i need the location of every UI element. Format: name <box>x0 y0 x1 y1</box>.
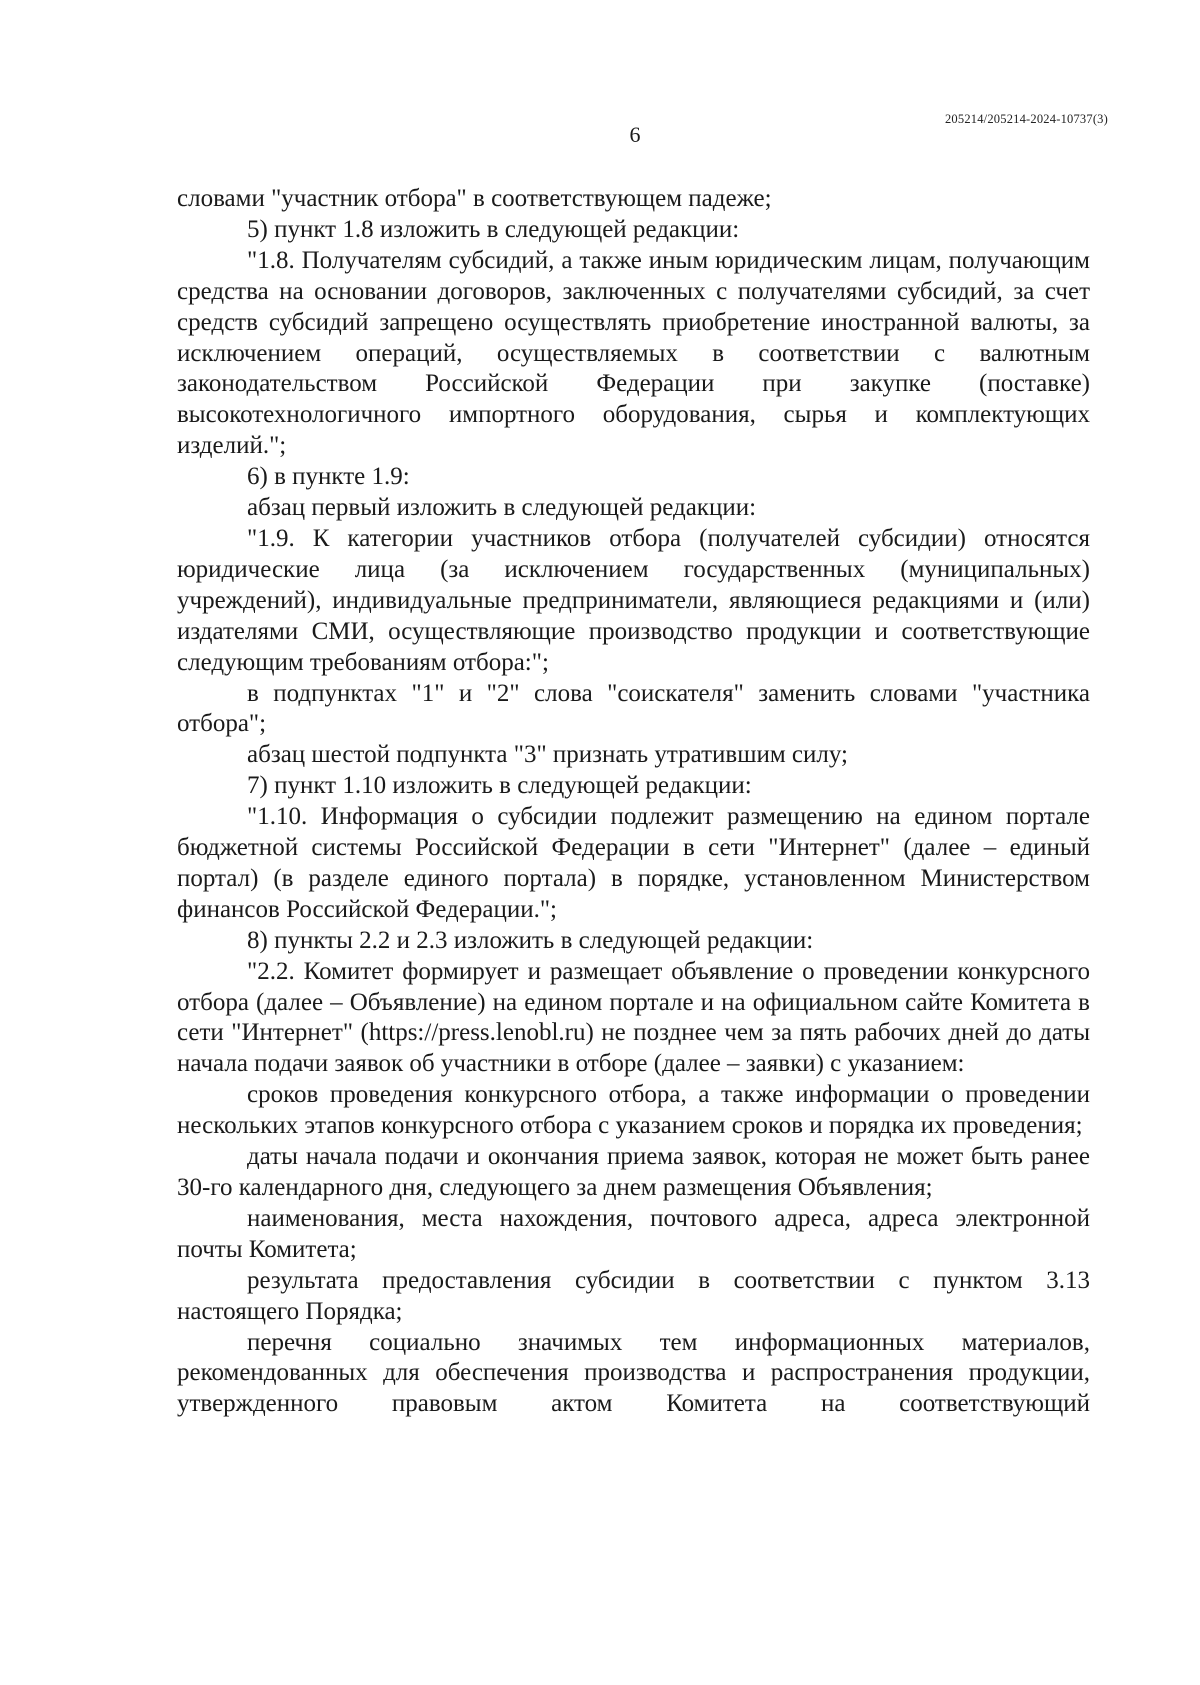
paragraph-clause-2-2: "2.2. Комитет формирует и размещает объявление о проведении конкурсного отбора (далее – Объявление) на едином портале и на официальном сайте Комитета в сети "Интернет" (https://press.lenobl.ru) не позднее чем за пять рабочих дней до даты начала подачи заявок об участники в отборе (далее – заявки) с указанием: <box>177 957 1090 1078</box>
paragraph-clause-1-10: "1.10. Информация о субсидии подлежит размещению на едином портале бюджетной системы Российской Федерации в сети "Интернет" (далее – единый портал) (в разделе единого портала) в порядке, установленном Министерством финансов Российской Федерации."; <box>177 803 1090 923</box>
paragraph-abzac-six: абзац шестой подпункта "3" признать утратившим силу; <box>247 741 848 769</box>
paragraph-clause-1-9: "1.9. К категории участников отбора (получателей субсидии) относятся юридические лица (за исключением государственных (муниципальных) учреждений), индивидуальные предприниматели, являющиеся редакциями и (или) издателями СМИ, осуществляющие производство продукции и соответствующие следующим требованиям отбора:"; <box>177 524 1090 676</box>
paragraph-dates: даты начала подачи и окончания приема заявок, которая не может быть ранее 30-го календарного дня, следующего за днем размещения Объявления; <box>177 1143 1090 1201</box>
document-body <box>177 184 1090 1420</box>
paragraph-names: наименования, места нахождения, почтового адреса, адреса электронной почты Комитета; <box>177 1204 1090 1263</box>
paragraph-item-8: 8) пункты 2.2 и 2.3 изложить в следующей редакции: <box>247 926 814 954</box>
paragraph-topics-list: перечня социально значимых тем информационных материалов, рекомендованных для обеспечения производства и распространения продукции, утвержденного правовым актом Комитета на соответствующий <box>177 1328 1090 1418</box>
paragraph-continuation: словами "участник отбора" в соответствующем падеже; <box>177 185 772 212</box>
paragraph-result: результата предоставления субсидии в соответствии с пунктом 3.13 настоящего Порядка; <box>177 1266 1090 1325</box>
paragraph-item-7: 7) пункт 1.10 изложить в следующей редакции: <box>247 772 752 800</box>
paragraph-deadlines: сроков проведения конкурсного отбора, а также информации о проведении нескольких этапов конкурсного отбора с указанием сроков и порядка их проведения; <box>177 1081 1090 1140</box>
paragraph-clause-1-8: "1.8. Получателям субсидий, а также иным юридическим лицам, получающим средства на основании договоров, заключенных с получателями субсидий, за счет средств субсидий запрещено осуществлять приобретение иностранной валюты, за исключением операций, осуществляемых в соответствии с валютным законодательством Российской Федерации при закупке (поставке) высокотехнологичного импортного оборудования, сырья и комплектующих изделий."; <box>177 246 1090 460</box>
page-number: 6 <box>629 122 641 147</box>
paragraph-item-5: 5) пункт 1.8 изложить в следующей редакции: <box>247 215 740 243</box>
document-id: 205214/205214-2024-10737(3) <box>944 112 1108 126</box>
paragraph-subitems-1-2: в подпунктах "1" и "2" слова "соискателя" заменить словами "участника отбора"; <box>177 679 1090 738</box>
paragraph-item-6: 6) в пункте 1.9: <box>247 463 410 491</box>
paragraph-first-abzac: абзац первый изложить в следующей редакции: <box>247 494 757 522</box>
